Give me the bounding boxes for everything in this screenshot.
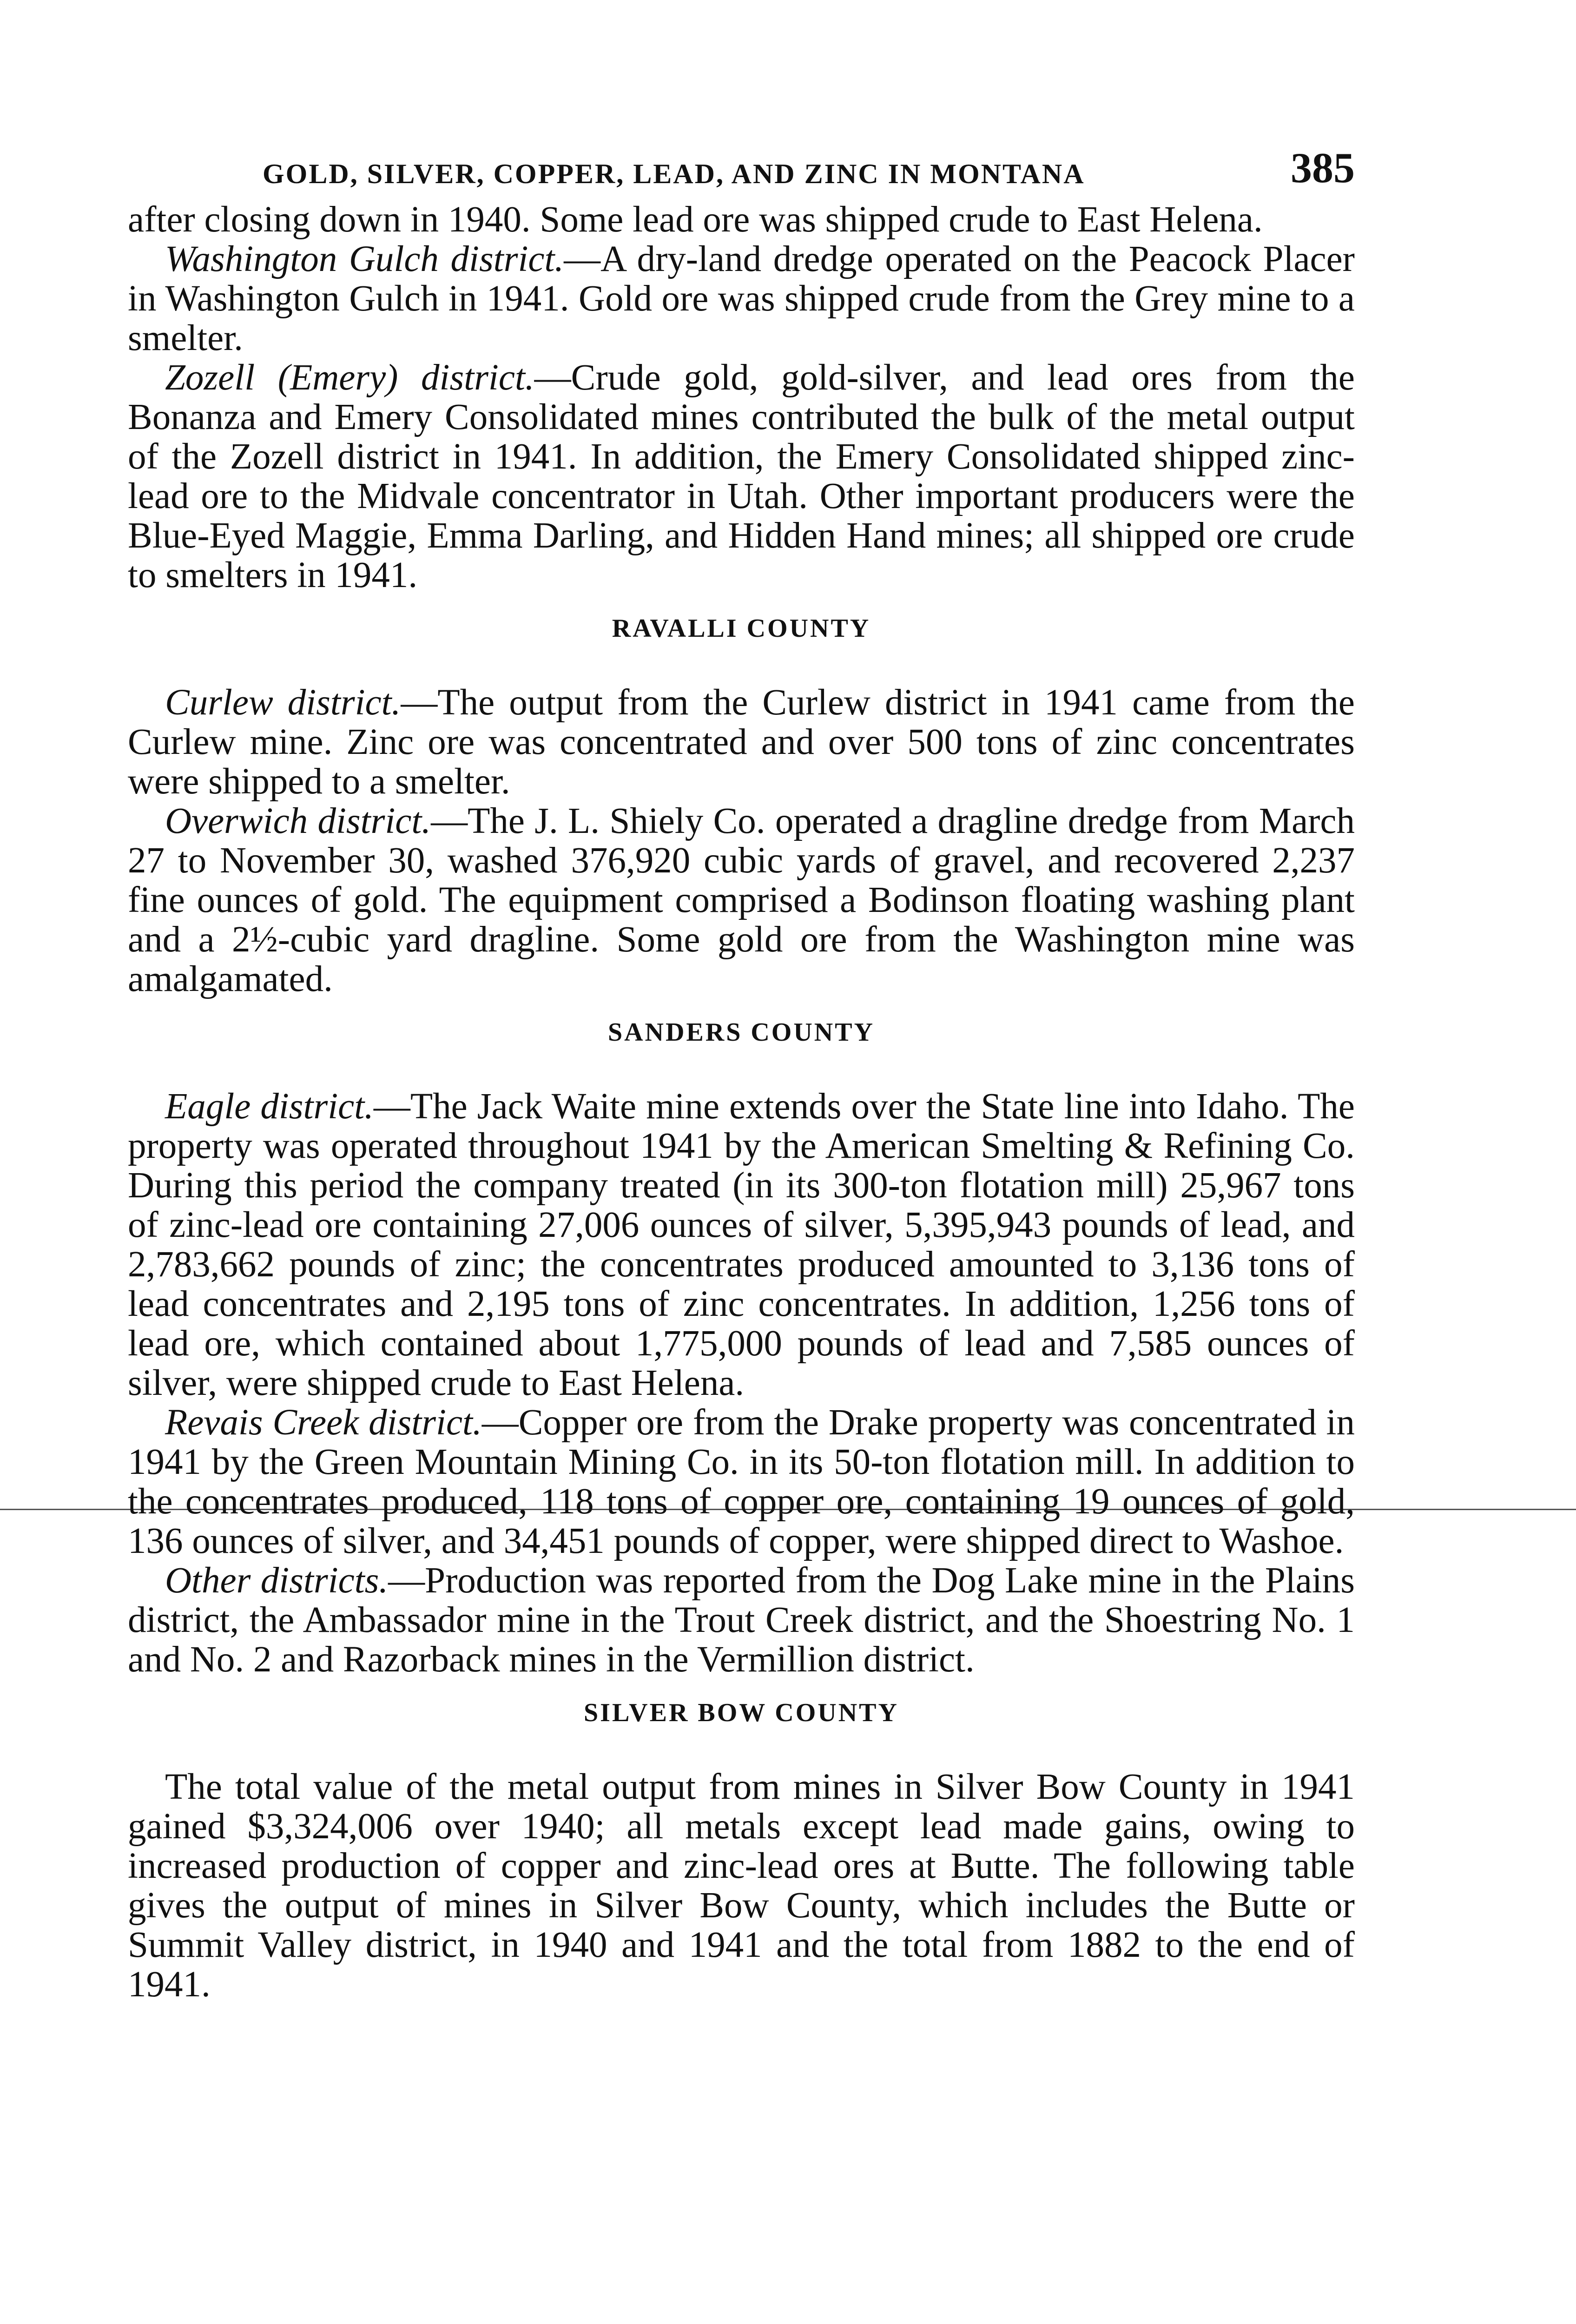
section-heading-silver-bow: SILVER BOW COUNTY [584, 1698, 899, 1727]
paragraph-continued: after closing down in 1940. Some lead ore was shipped crude to East Helena. [128, 199, 1263, 240]
district-lead-washington-gulch: Washington Gulch district. [165, 239, 564, 279]
paragraph-body: —Copper ore from the Drake property was concentrated in 1941 by the Green Mountain Mining Co. in its 50-ton flotation mill. In addition to the concentrates produced, 118 tons of copper ore, containing 19 ounces of gold, 136 ounces of silver, and 34,451 pounds of copper, were shipped direct to Washoe. [128, 1402, 1355, 1561]
running-title: GOLD, SILVER, COPPER, LEAD, AND ZINC IN MONTANA [263, 158, 1085, 189]
paragraph-body: —A dry-land dredge operated on the Peacock Placer in Washington Gulch in 1941. Gold ore was shipped crude from the Grey mine to a smelter. [128, 239, 1355, 358]
paragraph-eagle [128, 1087, 1355, 1403]
paragraph-silver-bow: The total value of the metal output from mines in Silver Bow County in 1941 gained $3,324,006 over 1940; all metals except lead made gains, owing to increased production of copper and zinc-lead ores at Butte. The following table gives the output of mines in Silver Bow County, which includes the Butte or Summit Valley district, in 1940 and 1941 and the total from 1882 to the end of 1941. [128, 1767, 1355, 2005]
page-number: 385 [1291, 144, 1355, 191]
district-lead-revais-creek: Revais Creek district. [165, 1402, 482, 1443]
paragraph-body: —The output from the Curlew district in 1941 came from the Curlew mine. Zinc ore was concentrated and over 500 tons of zinc concentrates were shipped to a smelter. [128, 682, 1355, 802]
section-heading-sanders: SANDERS COUNTY [607, 1018, 875, 1047]
paragraph-body: —Production was reported from the Dog Lake mine in the Plains district, the Ambassador mine in the Trout Creek district, and the Shoestring No. 1 and No. 2 and Razorback mines in the Vermillion district. [128, 1560, 1355, 1680]
paragraph-body: —The Jack Waite mine extends over the State line into Idaho. The property was operated throughout 1941 by the American Smelting & Refining Co. During this period the company treated (in its 300-ton flotation mill) 25,967 tons of zinc-lead ore containing 27,006 ounces of silver, 5,395,943 pounds of lead, and 2,783,662 pounds of zinc; the concentrates produced amounted to 3,136 tons of lead concentrates and 2,195 tons of zinc concentrates. In addition, 1,256 tons of lead ore, which contained about 1,775,000 pounds of lead and 7,585 ounces of silver, were shipped crude to East Helena. [128, 1086, 1355, 1403]
district-lead-curlew: Curlew district. [165, 682, 401, 723]
paragraph-zozell [128, 358, 1355, 595]
paragraph-overwich [128, 801, 1355, 999]
district-lead-zozell: Zozell (Emery) district. [165, 357, 534, 398]
district-lead-overwich: Overwich district. [165, 801, 431, 841]
paragraph-curlew [128, 683, 1355, 801]
district-lead-other: Other districts. [165, 1560, 389, 1601]
paragraph-revais-creek [128, 1403, 1355, 1561]
paragraph-other-districts [128, 1561, 1355, 1679]
section-heading-ravalli: RAVALLI COUNTY [612, 614, 871, 643]
running-header [128, 139, 1355, 200]
document-page [128, 139, 1355, 2004]
paragraph-body: —The J. L. Shiely Co. operated a dragline dredge from March 27 to November 30, washed 376,920 cubic yards of gravel, and recovered 2,237 fine ounces of gold. The equipment comprised a Bodinson floating washing plant and a 2½-cubic yard dragline. Some gold ore from the Washington mine was amalgamated. [128, 801, 1355, 999]
paragraph-washington-gulch [128, 239, 1355, 358]
paragraph-body: —Crude gold, gold-silver, and lead ores from the Bonanza and Emery Consolidated mines contributed the bulk of the metal output of the Zozell district in 1941. In addition, the Emery Consolidated shipped zinc-lead ore to the Midvale concentrator in Utah. Other important producers were the Blue-Eyed Maggie, Emma Darling, and Hidden Hand mines; all shipped ore crude to smelters in 1941. [128, 357, 1355, 595]
district-lead-eagle: Eagle district. [165, 1086, 374, 1127]
